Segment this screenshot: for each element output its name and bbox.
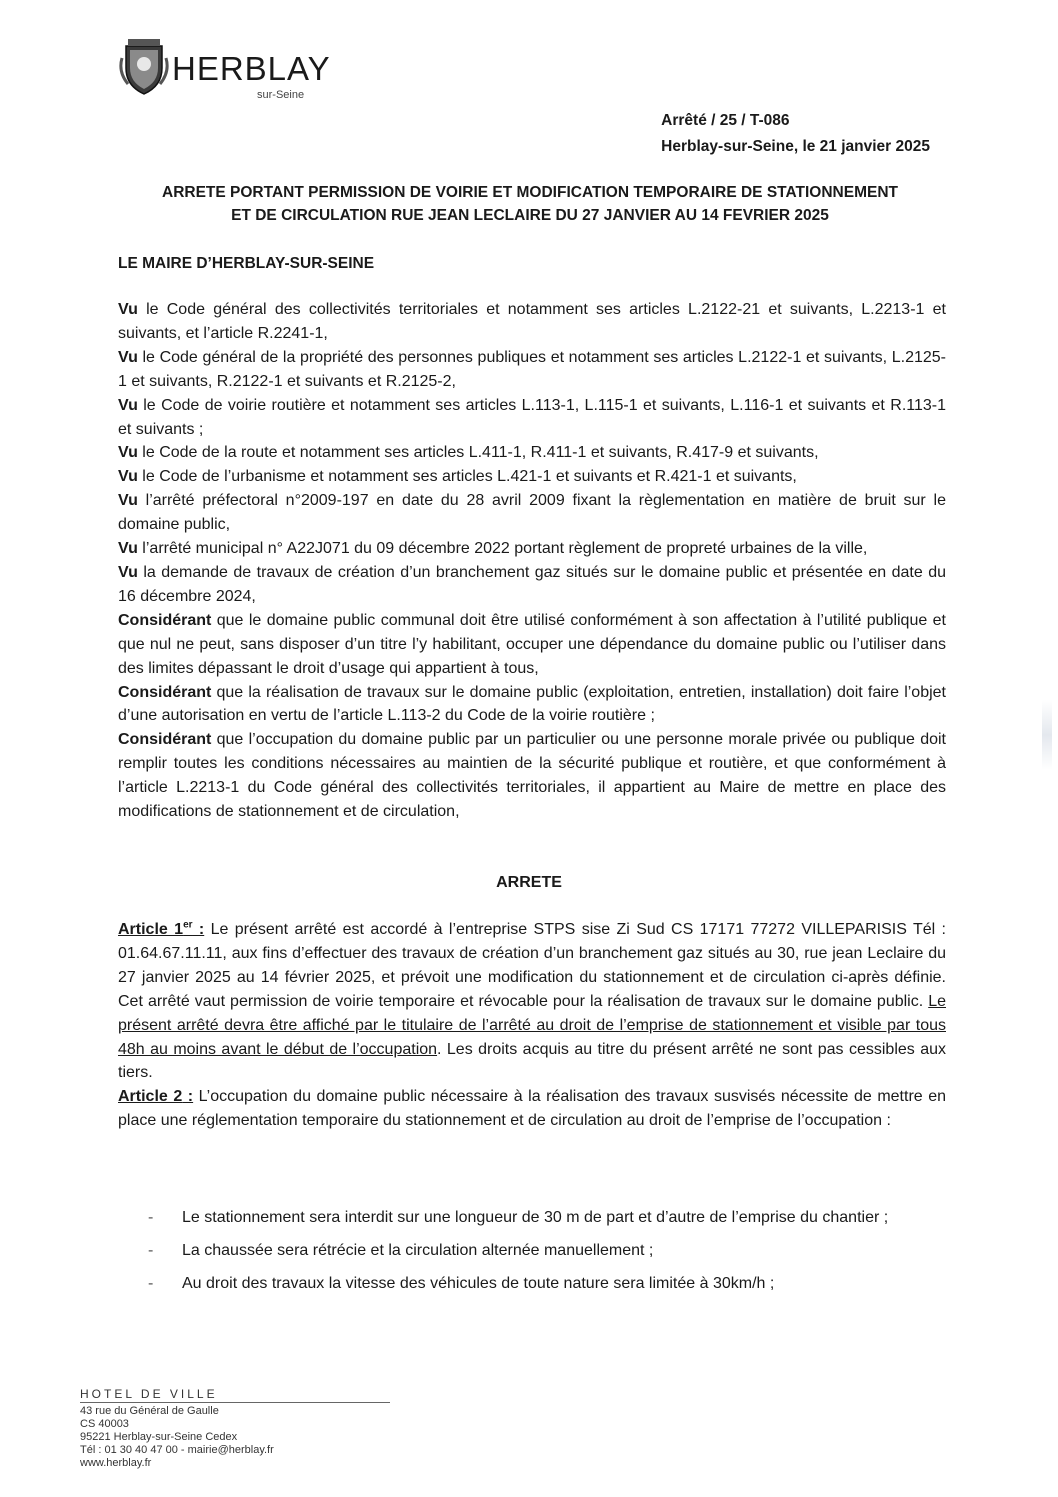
considerant-keyword: Considérant: [118, 731, 212, 749]
dash-bullet: -: [148, 1275, 154, 1292]
article-2-text: L’occupation du domaine public nécessaire à la réalisation des travaux susvisés nécessite de mettre en place une réglementation temporaire du stationnement et de circulation au droit de l’emprise de l’occupation :: [118, 1088, 947, 1130]
article-2: [118, 1085, 946, 1133]
list-item: [148, 1201, 946, 1234]
article-1-sup: er: [183, 919, 193, 931]
dash-bullet: -: [148, 1209, 154, 1226]
footer-title: HOTEL DE VILLE: [80, 1388, 390, 1403]
visa-paragraph: [118, 489, 946, 537]
article-1-text: Le présent arrêté est accordé à l’entreprise STPS sise Zi Sud CS 17171 77272 VILLEPARISIS Tél : 01.64.67.11.11, aux fins d’effectuer des travaux de création d’un branchement gaz situés au 30, rue jean Leclaire du 27 janvier 2025 au 14 février 2025, et prévoit une modification du stationnement et de circulation ci-après définie. Cet arrêté vaut permission de voirie temporaire et révocable pour la réalisation de travaux sur le domaine public.: [118, 921, 946, 1010]
footer-city: 95221 Herblay-sur-Seine Cedex: [80, 1431, 238, 1443]
arrete-heading: ARRETE: [496, 874, 562, 891]
visa-paragraph: [118, 465, 946, 489]
article-2-label-text: Article 2: [118, 1088, 183, 1106]
footer-website: www.herblay.fr: [80, 1457, 152, 1469]
coat-of-arms-icon: [118, 38, 170, 96]
visa-text: le Code général des collectivités territoriales et notamment ses articles L.2122-21 et suivants, L.2213-1 et suivants, et l’article R.2241-1,: [118, 301, 946, 342]
considerant-text: que la réalisation de travaux sur le domaine public (exploitation, entretien, installation) doit faire l’objet d’une autorisation en vertu de l’article L.113-2 du Code de la voirie routière ;: [118, 683, 946, 725]
visa-keyword: Vu: [118, 396, 138, 414]
visas-section: [118, 298, 946, 824]
article-1-posting-requirement: Le présent arrêté devra être affiché par le titulaire de l’arrêté au droit de l’emprise de stationnement et visible par tous 48h au moins avant le début de l’occupation: [118, 992, 946, 1058]
list-item: [148, 1234, 946, 1267]
visa-text: le Code de voirie routière et notamment ses articles L.113-1, L.115-1 et suivants, L.116-1 et suivants et R.113-1 et suivants ;: [118, 396, 946, 438]
list-item: [148, 1267, 946, 1300]
visa-keyword: Vu: [118, 492, 138, 510]
title-line-1: ARRETE PORTANT PERMISSION DE VOIRIE ET MODIFICATION TEMPORAIRE DE STATIONNEMENT: [162, 184, 898, 201]
visa-text: le Code général de la propriété des personnes publiques et notamment ses articles L.2122-1 et suivants, L.2125-1 et suivants, R.2122-1 et suivants et R.2125-2,: [118, 348, 946, 390]
articles-section: [118, 918, 946, 1133]
considerant-text: que l’occupation du domaine public par un particulier ou une personne morale privée ou publique doit remplir toutes les conditions nécessaires au maintien de la sécurité publique et routière, et que conformément à l’article L.2213-1 du Code général des collectivités territoriales, il appartient au Maire de mettre en place des modifications de stationnement et de circulation,: [118, 731, 946, 821]
list-item-text: Le stationnement sera interdit sur une longueur de 30 m de part et d’autre de l’emprise du chantier ;: [182, 1209, 889, 1226]
measures-list: [148, 1201, 946, 1300]
footer-street: 43 rue du Général de Gaulle: [80, 1405, 219, 1417]
visa-paragraph: [118, 394, 946, 442]
visa-paragraph: [118, 537, 946, 561]
visa-paragraph: [118, 298, 946, 346]
visa-text: la demande de travaux de création d’un branchement gaz situés sur le domaine public et présentée en date du 16 décembre 2024,: [118, 563, 946, 605]
logo-subtitle: sur-Seine: [257, 89, 305, 101]
list-item-text: Au droit des travaux la vitesse des véhicules de toute nature sera limitée à 30km/h ;: [182, 1275, 775, 1292]
article-1-tail: . Les droits acquis au titre du présent arrêté ne sont pas cessibles aux tiers.: [118, 1040, 946, 1082]
visa-keyword: Vu: [118, 468, 138, 486]
document-title: [110, 181, 950, 227]
reference-block: [661, 108, 930, 160]
visa-paragraph: [118, 441, 946, 465]
visa-keyword: Vu: [118, 563, 138, 581]
place-date: Herblay-sur-Seine, le 21 janvier 2025: [661, 138, 930, 155]
considerant-paragraph: [118, 728, 946, 824]
considerant-paragraph: [118, 681, 946, 729]
logo-name: HERBLAY: [172, 50, 331, 87]
article-1-colon: :: [192, 921, 205, 938]
visa-keyword: Vu: [118, 444, 138, 462]
footer-address: [80, 1388, 390, 1470]
footer-cs: CS 40003: [80, 1418, 129, 1430]
considerant-keyword: Considérant: [118, 683, 212, 701]
scan-artifact: [1042, 700, 1052, 770]
article-2-colon: :: [182, 1088, 194, 1106]
visa-keyword: Vu: [118, 540, 138, 558]
visa-keyword: Vu: [118, 301, 138, 318]
article-2-label: [118, 1088, 193, 1105]
article-1-label: [118, 921, 204, 938]
list-item-text: La chaussée sera rétrécie et la circulation alternée manuellement ;: [182, 1242, 654, 1259]
article-1-label-text: Article 1: [118, 921, 184, 938]
visa-paragraph: [118, 561, 946, 609]
visa-text: l’arrêté municipal n° A22J071 du 09 décembre 2022 portant règlement de propreté urbaines de la ville,: [137, 540, 868, 558]
visa-text: le Code de l’urbanisme et notamment ses articles L.421-1 et suivants et R.421-1 et suivants,: [137, 468, 797, 486]
visa-text: l’arrêté préfectoral n°2009-197 en date du 28 avril 2009 fixant la règlementation en matière de bruit sur le domaine public,: [118, 492, 946, 534]
herblay-logo: [112, 36, 342, 106]
considerant-text: que le domaine public communal doit être utilisé conformément à son affectation à l’utilité publique et que nul ne peut, sans disposer d’un titre l’y habilitant, occuper une dépendance du domaine public ou l’utiliser dans des limites dépassant le droit d’usage qui appartient à tous,: [118, 611, 946, 677]
arrete-number: Arrêté / 25 / T-086: [661, 112, 790, 129]
footer-contact: Tél : 01 30 40 47 00 - mairie@herblay.fr: [80, 1444, 274, 1456]
visa-paragraph: [118, 346, 946, 394]
considerant-paragraph: [118, 609, 946, 681]
visa-text: le Code de la route et notamment ses articles L.411-1, R.411-1 et suivants, R.417-9 et suivants,: [137, 444, 819, 462]
authority-heading: LE MAIRE D’HERBLAY-SUR-SEINE: [118, 255, 375, 272]
article-1: [118, 918, 946, 1085]
title-line-2: ET DE CIRCULATION RUE JEAN LECLAIRE DU 27 JANVIER AU 14 FEVRIER 2025: [231, 207, 829, 224]
visa-keyword: Vu: [118, 348, 138, 366]
dash-bullet: -: [148, 1242, 154, 1259]
considerant-keyword: Considérant: [118, 611, 212, 629]
